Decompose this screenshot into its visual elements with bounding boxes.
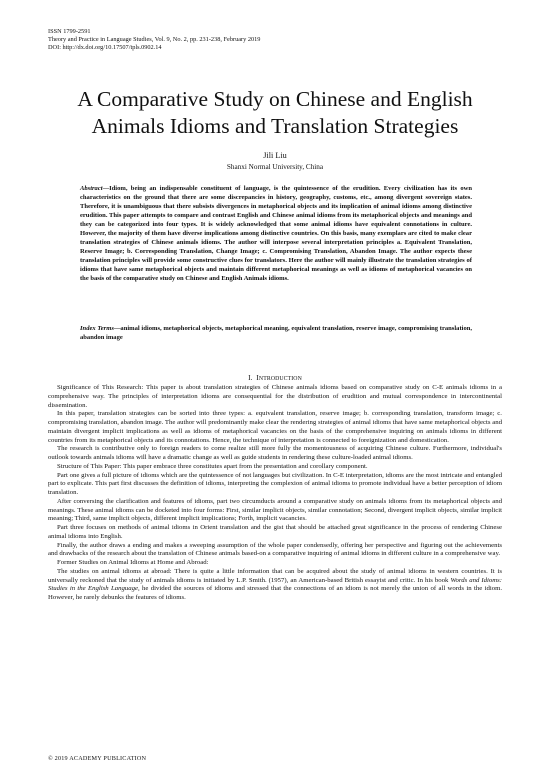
doi-line: DOI: http://dx.doi.org/10.17507/tpls.0902.14 xyxy=(48,44,162,52)
index-terms-label: Index Terms xyxy=(80,325,114,332)
section-number: I. xyxy=(248,374,253,382)
title-line-1: A Comparative Study on Chinese and English xyxy=(77,87,473,111)
paragraph: Former Studies on Animal Idioms at Home and Abroad: xyxy=(57,559,209,566)
body-text xyxy=(48,384,502,603)
section-title-rest: NTRODUCTION xyxy=(258,376,302,382)
issn-line: ISSN 1799-2591 xyxy=(48,28,91,35)
paragraph: Finally, the author draws a ending and makes a sweeping assumption of the whole paper condensedly, offering her perspective and figuring out the achievements and drawbacks of the research about the translation of Chinese animals based-on a comparative inquiring of animal idioms in different culture in a comprehensive way. xyxy=(48,541,502,558)
paragraph-text: , he divided the sources of idioms and stressed that the connections of an idiom is not merely the union of all words in the idiom. However, he rarely debunks the features of idioms. xyxy=(48,585,503,601)
section-heading-introduction xyxy=(0,373,550,384)
journal-header xyxy=(48,28,508,53)
abstract-label: Abstract xyxy=(80,185,103,192)
paragraph: The research is contributive only to foreign readers to come realize still more fully the momentousness of acquiring Chinese culture. Furthermore, individual's outlook towards animals idioms will have a dramatic change as well as guide students in rendering these culture-loaded animal idioms. xyxy=(48,445,502,461)
index-terms xyxy=(80,325,472,343)
page-footer: © 2019 ACADEMY PUBLICATION xyxy=(48,755,147,762)
paragraph-text: The studies on animal idioms at abroad: There is quite a little information that can be acquired about the study of animal idioms in western countries. It is universally reckoned that the study of animals idioms is initiated by L.P. Smith. (1957), an American-based British essayist and critic. In his book xyxy=(48,567,502,584)
paragraph: After conversing the clarification and features of idioms, part two circumducts around a comparative study on animals idioms from its metaphorical objects and meanings. These animal idioms can be docketed into four forms: First, similar implicit objects, similar connotation; Second, divergent implicit objects, similar implicit meaning; Third, same implicit objects, different implicit implications; Forth, implicit vacancies. xyxy=(48,497,502,523)
abstract xyxy=(80,185,472,283)
abstract-text: —Idiom, being an indispensable constituent of language, is the quintessence of the erudition. Every civilization has its own characteristics on the ground that there are some discrepancies in history, geography, customs, etc., among divergent sovereign states. Therefore, it is unambiguous that there subsists divergences in metaphorical objects and its implication of animal idioms among distinctive erudition. This paper attempts to compare and contrast English and Chinese animal idioms from its metaphorical objects and meanings and they can be categorized into four types. It is widely acknowledged that some animal idioms have equivalent connotations in culture. However, the majority of them have diverse implications among distinctive countries. On this basis, many exemplars are cited to make clear translation strategies of Chinese animals idioms. The author will interpose several interpretation principles a. Equivalent Translation, Reserve Image; b. Corresponding Translation, Change Image; c. Compromising Translation, Abandon Image. The author expects these translation principles will provide some constructive clues for translators. Here the author will mainly illustrate the translation strategies of idioms that have same metaphorical objects and maintain different metaphorical meanings as well as idioms of metaphorical vacancies on the basis of the comparative study on Chinese and English Animals idioms. xyxy=(80,185,472,282)
paragraph xyxy=(48,568,502,603)
author-name: Jili Liu xyxy=(263,151,287,160)
book-title: Words and Idioms: Studies in the English Language xyxy=(48,576,502,593)
author-affiliation: Shanxi Normal University, China xyxy=(226,163,324,171)
title-line-2: Animals Idioms and Translation Strategies xyxy=(91,114,459,138)
paragraph: In this paper, translation strategies can be sorted into three types: a. equivalent translation, reserve image; b. corresponding translation, transform image; c. compromising translation, abandon image. The author will predominantly make clear the rendering strategies of animal idioms that have same metaphorical objects and maintain divergent implicit implications as well as idioms of metaphorical vacancies on the basis of the comprehensive inquiring on animals idioms in different countries from its metaphorical objects and its connotations. Hence, the technique of interpretation is connected to foreignization and domestication. xyxy=(48,410,502,444)
paragraph: Part three focuses on methods of animal idioms in Orient translation and the gist that should be attached great significance in the process of rendering Chinese animal idioms into English. xyxy=(48,524,502,540)
paragraph: Part one gives a full picture of idioms which are the quintessence of not languages but civilization. In C-E interpretation, idioms are the most intricate and entangled part to explicate. This part first discusses the definition of idioms, interpreting the complexion of animal idioms to promote individual have a better perception of idiom translation. xyxy=(48,471,502,496)
paragraph: Significance of This Research: This paper is about translation strategies of Chinese animals idioms based on comparative study on C-E animals idioms in a comprehensive way. The principles of interpretation idioms are consequential for the distribution of erudition and mutual correspondence in intercontinental dissemination. xyxy=(48,384,502,409)
index-terms-text: —animal idioms, metaphorical objects, metaphorical meaning, equivalent translation, reserve image, compromising translation, abandon image xyxy=(80,325,472,341)
paper-title xyxy=(40,86,510,140)
paragraph: Structure of This Paper: This paper embrace three constitutes apart from the presentation and corollary component. xyxy=(57,462,368,470)
journal-citation: Theory and Practice in Language Studies, Vol. 9, No. 2, pp. 231-238, February 2019 xyxy=(48,36,261,44)
section-title-initial: I xyxy=(256,373,259,382)
